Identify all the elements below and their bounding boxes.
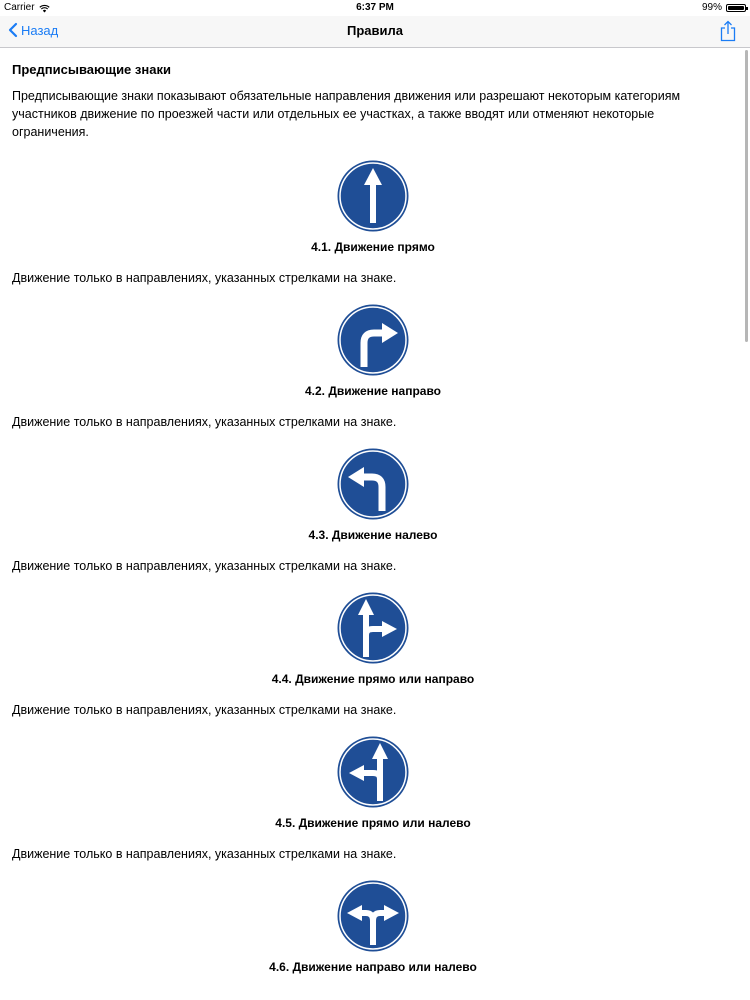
arrow-straight-icon <box>336 159 410 233</box>
sign-caption: 4.5. Движение прямо или налево <box>275 816 471 830</box>
battery-percent: 99% <box>701 2 722 13</box>
sign-description: Движение только в направлениях, указанных стрелками на знаке. <box>12 847 397 861</box>
share-button[interactable] <box>720 20 736 47</box>
section-title: Предписывающие знаки <box>12 62 171 77</box>
sign-item <box>12 303 734 429</box>
sign-description: Движение только в направлениях, указанных стрелками на знаке. <box>12 559 397 573</box>
back-label: Назад <box>21 22 59 38</box>
content <box>12 48 734 974</box>
carrier-label: Carrier <box>4 2 35 13</box>
sign-caption: 4.3. Движение налево <box>308 528 438 542</box>
sign-caption: 4.6. Движение направо или налево <box>269 960 477 974</box>
sign-item <box>12 735 734 861</box>
sign-caption: 4.1. Движение прямо <box>311 240 435 254</box>
status-time: 6:37 PM <box>356 2 394 13</box>
arrow-straight-or-left-icon <box>336 735 410 809</box>
arrow-right-or-left-icon <box>336 879 410 953</box>
share-icon <box>720 20 736 42</box>
status-right <box>702 0 746 16</box>
arrow-right-turn-icon <box>336 303 410 377</box>
battery-level <box>728 6 744 10</box>
section-intro: Предписывающие знаки показывают обязательные направления движения или разрешают некоторым категориям участников движение по проезжей части или отдельных ее участках, а также вводят или отменяют некоторые ограничения. <box>12 89 681 139</box>
sign-item <box>12 447 734 573</box>
arrow-left-turn-icon <box>336 447 410 521</box>
status-bar <box>0 0 750 16</box>
navigation-bar <box>0 16 750 48</box>
arrow-straight-or-right-icon <box>336 591 410 665</box>
sign-description: Движение только в направлениях, указанных стрелками на знаке. <box>12 703 397 717</box>
page-title: Правила <box>347 23 403 38</box>
sign-description: Движение только в направлениях, указанных стрелками на знаке. <box>12 271 397 285</box>
sign-item <box>12 159 734 285</box>
sign-item <box>12 879 734 974</box>
sign-description: Движение только в направлениях, указанных стрелками на знаке. <box>12 415 397 429</box>
sign-item <box>12 591 734 717</box>
battery-icon <box>726 4 746 12</box>
scrollbar[interactable] <box>745 50 748 342</box>
sign-caption: 4.2. Движение направо <box>304 384 442 398</box>
sign-caption: 4.4. Движение прямо или направо <box>271 672 475 686</box>
